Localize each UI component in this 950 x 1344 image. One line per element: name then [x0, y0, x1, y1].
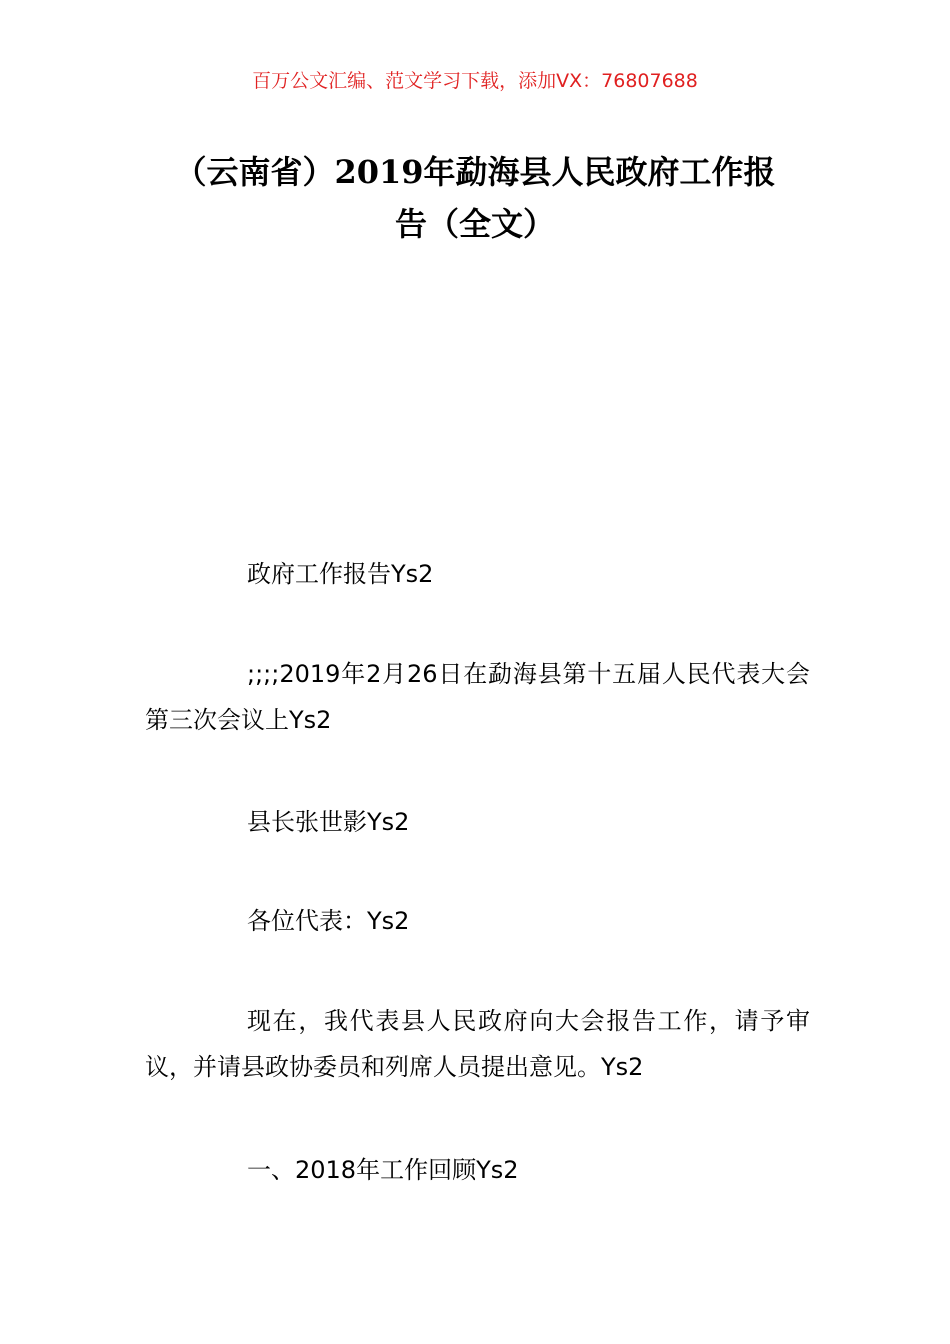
paragraph: ;;;;2019年2月26日在勐海县第十五届人民代表大会第三次会议上Ys2 [145, 660, 810, 734]
section-heading-review [145, 1147, 810, 1193]
header-watermark-note: 百万公文汇编、范文学习下载，添加VX：76807688 [252, 70, 698, 92]
paragraph-meeting-date [145, 651, 810, 743]
paragraph-report-label [145, 551, 810, 597]
document-title [145, 146, 805, 250]
paragraph: 一、2018年工作回顾Ys2 [247, 1156, 519, 1184]
paragraph-salutation [145, 898, 810, 944]
paragraph-opening [145, 998, 810, 1090]
paragraph-speaker [145, 799, 810, 845]
paragraph: 各位代表：Ys2 [247, 907, 410, 935]
paragraph: 县长张世影Ys2 [247, 808, 410, 836]
paragraph: 政府工作报告Ys2 [247, 560, 434, 588]
title-line-1: （云南省）2019年勐海县人民政府工作报 [174, 153, 776, 191]
paragraph: 现在，我代表县人民政府向大会报告工作，请予审议，并请县政协委员和列席人员提出意见。Ys2 [145, 1007, 810, 1081]
title-line-2: 告（全文） [394, 205, 555, 243]
